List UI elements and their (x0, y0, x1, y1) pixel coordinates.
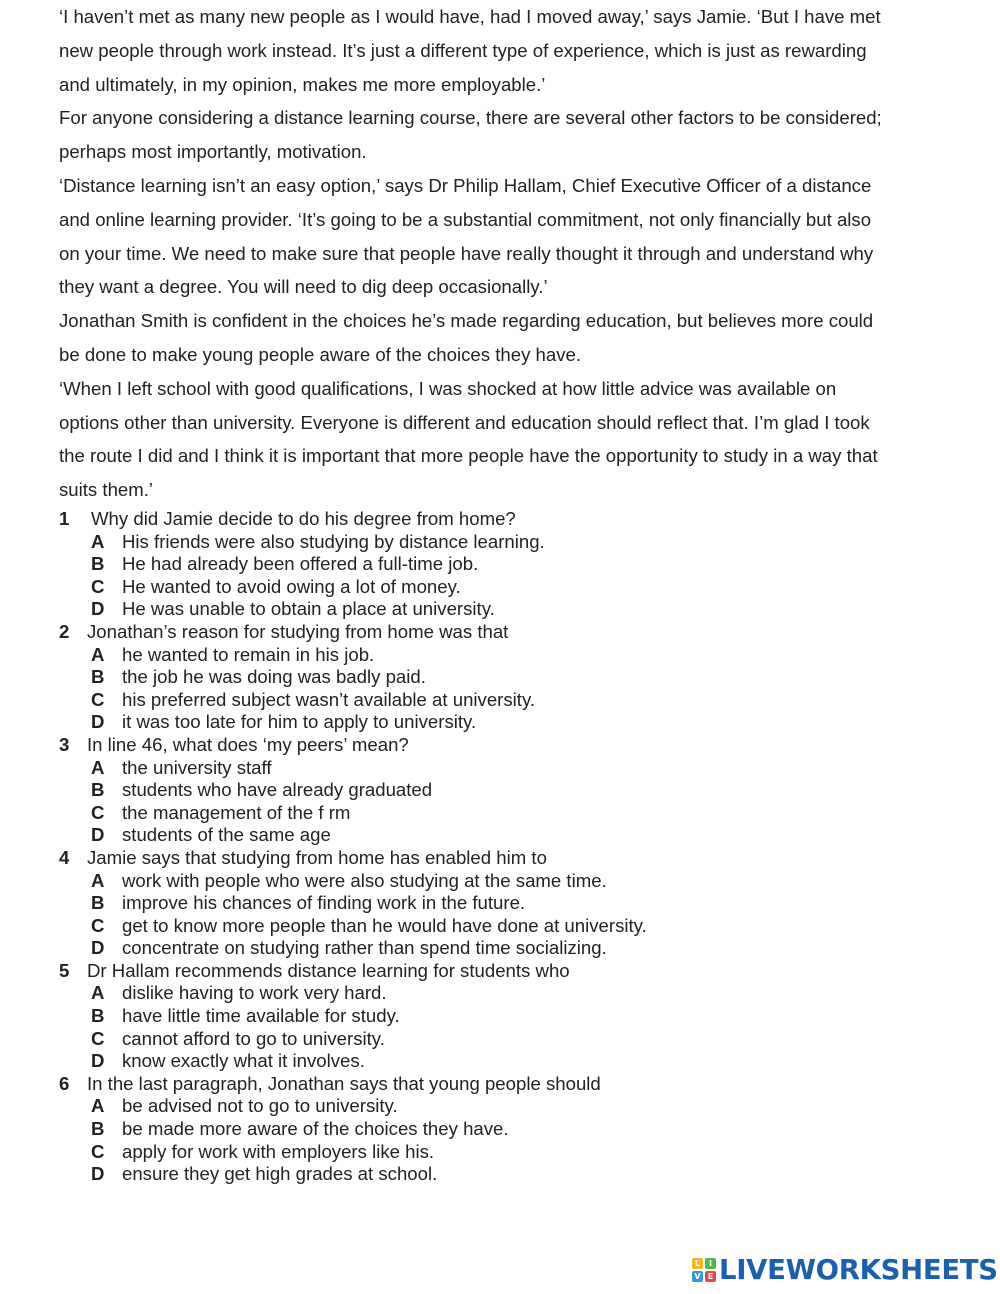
question-text: In line 46, what does ‘my peers’ mean? (87, 733, 409, 755)
option-letter: B (91, 1005, 105, 1027)
option-letter: B (91, 553, 105, 575)
passage-line: new people through work instead. It’s just a different type of experience, which is just as rewarding (59, 39, 867, 61)
option-letter: B (91, 779, 105, 801)
option-letter: A (91, 982, 105, 1004)
option-text: it was too late for him to apply to university. (122, 711, 477, 733)
option-letter: C (91, 1140, 105, 1162)
option-2d[interactable] (59, 711, 959, 734)
option-letter: D (91, 711, 105, 733)
passage-line: and ultimately, in my opinion, makes me more employable.’ (59, 73, 546, 95)
option-letter: C (91, 575, 105, 597)
option-text: students who have already graduated (122, 779, 433, 801)
question-4 (59, 847, 959, 870)
question-text: Dr Hallam recommends distance learning for students who (87, 959, 570, 981)
question-list (59, 508, 959, 1186)
option-text: work with people who were also studying at the same time. (122, 869, 607, 891)
logo-mark-tile: E (705, 1271, 716, 1282)
option-1a[interactable] (59, 531, 959, 554)
option-letter: B (91, 1118, 105, 1140)
question-3 (59, 734, 959, 757)
option-3b[interactable] (59, 779, 959, 802)
question-text: In the last paragraph, Jonathan says that young people should (87, 1072, 601, 1094)
option-text: students of the same age (122, 824, 331, 846)
option-5a[interactable] (59, 982, 959, 1005)
option-text: the university staff (122, 756, 272, 778)
option-text: know exactly what it involves. (122, 1050, 365, 1072)
passage-line: perhaps most importantly, motivation. (59, 141, 367, 163)
option-letter: D (91, 598, 105, 620)
option-text: He wanted to avoid owing a lot of money. (122, 575, 461, 597)
question-5 (59, 960, 959, 983)
question-6 (59, 1073, 959, 1096)
option-4d[interactable] (59, 937, 959, 960)
option-6a[interactable] (59, 1095, 959, 1118)
liveworksheets-logo (692, 1253, 998, 1287)
option-text: the management of the f rm (122, 801, 351, 823)
option-2c[interactable] (59, 689, 959, 712)
question-text: Jamie says that studying from home has enabled him to (87, 846, 547, 868)
option-4a[interactable] (59, 870, 959, 893)
option-1b[interactable] (59, 553, 959, 576)
option-text: his preferred subject wasn’t available at university. (122, 688, 536, 710)
option-letter: A (91, 1095, 105, 1117)
reading-passage (59, 0, 949, 507)
option-letter: C (91, 801, 105, 823)
option-letter: A (91, 643, 105, 665)
passage-line: ‘When I left school with good qualifications, I was shocked at how little advice was available on (59, 377, 837, 399)
question-number: 1 (59, 508, 70, 529)
option-3c[interactable] (59, 802, 959, 825)
passage-line: Jonathan Smith is confident in the choices he’s made regarding education, but believes more could (59, 310, 874, 332)
passage-line: and online learning provider. ‘It’s going to be a substantial commitment, not only financially but also (59, 208, 872, 230)
passage-line: options other than university. Everyone is different and education should reflect that. I’m glad I took (59, 411, 870, 433)
passage-line: the route I did and I think it is important that more people have the opportunity to study in a way that (59, 445, 878, 467)
option-6d[interactable] (59, 1163, 959, 1186)
option-4b[interactable] (59, 892, 959, 915)
question-number: 3 (59, 733, 70, 755)
option-text: concentrate on studying rather than spend time socializing. (122, 937, 607, 959)
passage-line: ‘Distance learning isn’t an easy option,’ says Dr Philip Hallam, Chief Executive Officer of a distance (59, 174, 872, 196)
option-letter: A (91, 869, 105, 891)
option-2b[interactable] (59, 666, 959, 689)
option-6b[interactable] (59, 1118, 959, 1141)
passage-line: they want a degree. You will need to dig deep occasionally.’ (59, 276, 548, 298)
option-letter: C (91, 914, 105, 936)
passage-line: be done to make young people aware of the choices they have. (59, 343, 582, 365)
option-2a[interactable] (59, 644, 959, 667)
option-letter: D (91, 824, 105, 846)
question-2 (59, 621, 959, 644)
option-text: get to know more people than he would have done at university. (122, 914, 647, 936)
option-text: ensure they get high grades at school. (122, 1163, 438, 1185)
option-letter: B (91, 666, 105, 688)
option-text: have little time available for study. (122, 1005, 400, 1027)
option-text: improve his chances of finding work in the future. (122, 892, 526, 914)
option-letter: A (91, 756, 105, 778)
option-5c[interactable] (59, 1028, 959, 1051)
option-text: the job he was doing was badly paid. (122, 666, 426, 688)
option-text: dislike having to work very hard. (122, 982, 387, 1004)
option-text: cannot afford to go to university. (122, 1027, 385, 1049)
question-number: 2 (59, 620, 70, 642)
question-number: 6 (59, 1072, 70, 1094)
option-letter: D (91, 937, 105, 959)
passage-line: on your time. We need to make sure that people have really thought it through and understand why (59, 242, 874, 264)
logo-mark-tile: V (692, 1271, 703, 1282)
passage-line: For anyone considering a distance learning course, there are several other factors to be considered; (59, 107, 882, 129)
option-letter: C (91, 1027, 105, 1049)
logo-mark-icon (692, 1258, 716, 1282)
option-text: apply for work with employers like his. (122, 1140, 435, 1162)
option-text: He had already been offered a full-time job. (122, 553, 479, 575)
option-6c[interactable] (59, 1141, 959, 1164)
option-3d[interactable] (59, 824, 959, 847)
question-text: Jonathan’s reason for studying from home was that (87, 620, 509, 642)
logo-text: LIVEWORKSHEETS (719, 1254, 998, 1286)
option-text: be made more aware of the choices they have. (122, 1118, 509, 1140)
question-1 (59, 508, 959, 531)
option-text: He was unable to obtain a place at university. (122, 598, 495, 620)
question-number: 5 (59, 959, 70, 981)
option-text: be advised not to go to university. (122, 1095, 398, 1117)
passage-line: suits them.’ (59, 479, 154, 501)
option-letter: B (91, 892, 105, 914)
passage-line: ‘I haven’t met as many new people as I would have, had I moved away,’ says Jamie. ‘But I have met (59, 6, 881, 27)
question-text: Why did Jamie decide to do his degree from home? (91, 508, 516, 529)
logo-mark-tile: L (692, 1258, 703, 1269)
option-letter: D (91, 1050, 105, 1072)
option-1c[interactable] (59, 576, 959, 599)
option-4c[interactable] (59, 915, 959, 938)
option-text: he wanted to remain in his job. (122, 643, 375, 665)
option-1d[interactable] (59, 598, 959, 621)
option-5b[interactable] (59, 1005, 959, 1028)
option-3a[interactable] (59, 757, 959, 780)
option-letter: C (91, 688, 105, 710)
question-number: 4 (59, 846, 70, 868)
option-5d[interactable] (59, 1050, 959, 1073)
option-letter: D (91, 1163, 105, 1185)
option-text: His friends were also studying by distance learning. (122, 530, 545, 552)
option-letter: A (91, 530, 105, 552)
logo-mark-tile: I (705, 1258, 716, 1269)
